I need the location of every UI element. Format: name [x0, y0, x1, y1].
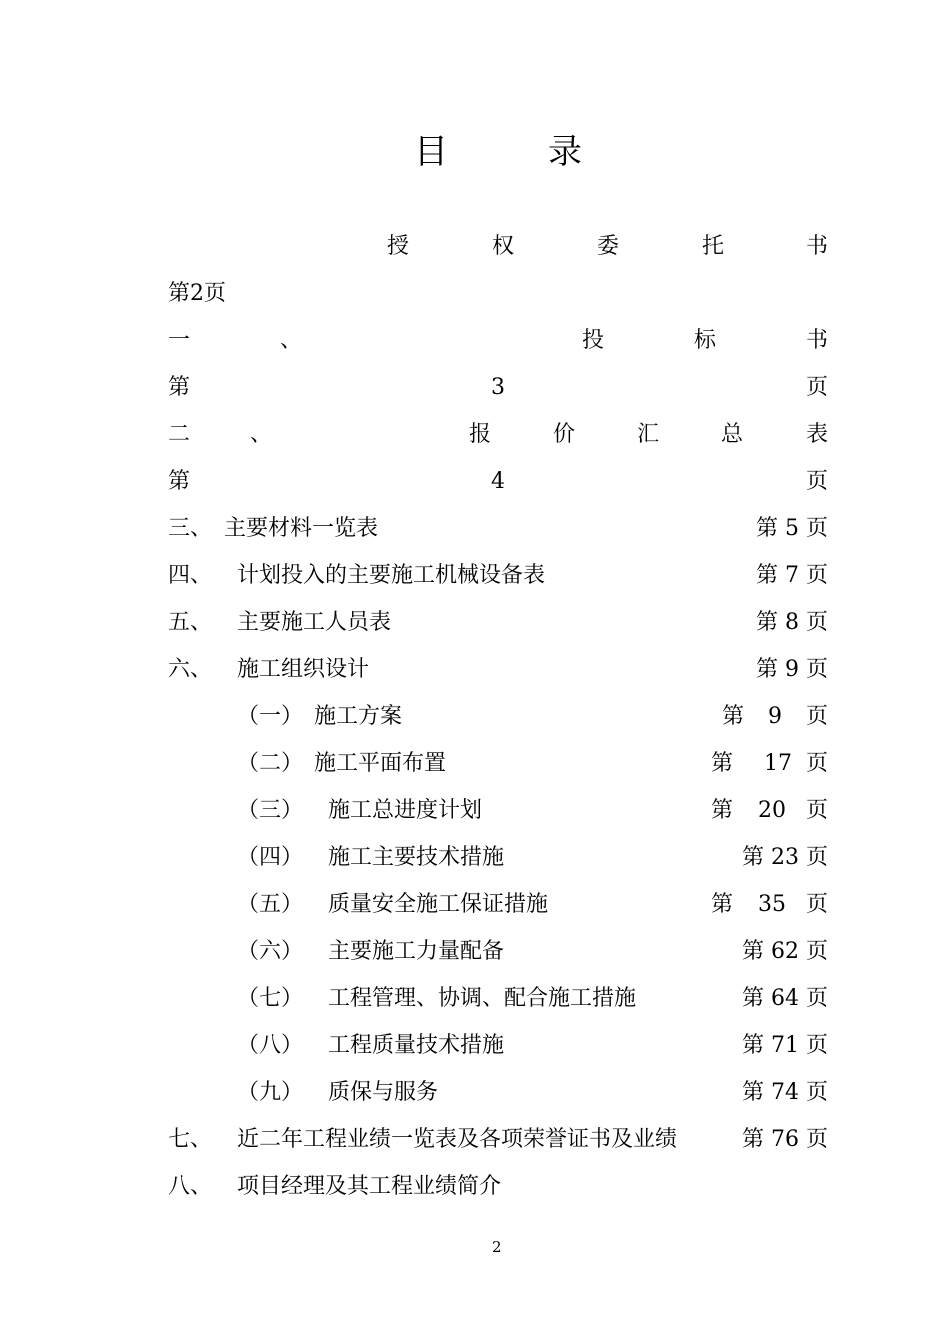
toc-sub2-number: （二） [237, 751, 304, 776]
toc-sub1-page-suffix: 页 [806, 704, 829, 729]
toc-authorization-char: 书 [806, 234, 829, 259]
toc-sub4-number: （四） [237, 845, 304, 870]
toc-item2-char: 汇 [637, 422, 660, 447]
toc-item8-number: 八、 [168, 1174, 213, 1199]
toc-sub6-page: 第 62 页 [742, 939, 828, 964]
toc-sub1-number: （一） [237, 704, 304, 729]
toc-authorization-char: 授 [387, 234, 410, 259]
toc-sub3-page-suffix: 页 [806, 798, 829, 823]
toc-item1-number: 一 [168, 328, 191, 353]
toc-sub2-page-suffix: 页 [806, 751, 829, 776]
toc-sub3-page-prefix: 第 [711, 798, 734, 823]
toc-item1-page-number: 3 [491, 375, 505, 400]
toc-item2-separator: 、 [250, 422, 273, 447]
toc-sub9-page: 第 74 页 [742, 1080, 828, 1105]
toc-sub5-page-prefix: 第 [711, 892, 734, 917]
toc-item5-text: 主要施工人员表 [237, 610, 392, 635]
toc-item2-char: 总 [721, 422, 744, 447]
toc-sub2-page-prefix: 第 [711, 751, 734, 776]
toc-item4-page: 第 7 页 [756, 563, 828, 588]
toc-item2-page-suffix: 页 [806, 469, 829, 494]
toc-item7-text: 近二年工程业绩一览表及各项荣誉证书及业绩 [237, 1127, 678, 1152]
toc-item6-number: 六、 [168, 657, 213, 682]
toc-sub5-page-suffix: 页 [806, 892, 829, 917]
toc-item1-char: 书 [806, 328, 829, 353]
toc-item3-number: 三、 [168, 516, 213, 541]
footer-page-number: 2 [492, 1238, 502, 1256]
toc-sub8-text: 工程质量技术措施 [328, 1033, 505, 1058]
toc-sub7-text: 工程管理、协调、配合施工措施 [328, 986, 637, 1011]
toc-sub5-text: 质量安全施工保证措施 [328, 892, 549, 917]
toc-item7-number: 七、 [168, 1127, 213, 1152]
toc-item2-char: 价 [553, 422, 576, 447]
toc-item7-page: 第 76 页 [742, 1127, 828, 1152]
toc-item2-page-prefix: 第 [168, 469, 191, 494]
toc-item4-text: 计划投入的主要施工机械设备表 [237, 563, 546, 588]
toc-sub8-number: （八） [237, 1033, 304, 1058]
toc-sub3-page-number: 20 [758, 798, 786, 823]
toc-authorization-page: 第2页 [168, 281, 226, 306]
toc-item2-char: 表 [806, 422, 829, 447]
toc-item2-char: 报 [469, 422, 492, 447]
toc-sub9-text: 质保与服务 [328, 1080, 439, 1105]
toc-sub3-text: 施工总进度计划 [328, 798, 483, 823]
toc-sub1-text: 施工方案 [314, 704, 403, 729]
toc-sub7-page: 第 64 页 [742, 986, 828, 1011]
toc-sub6-text: 主要施工力量配备 [328, 939, 505, 964]
toc-sub5-page-number: 35 [758, 892, 786, 917]
toc-item3-page: 第 5 页 [756, 516, 828, 541]
toc-item5-page: 第 8 页 [756, 610, 828, 635]
toc-sub2-text: 施工平面布置 [314, 751, 447, 776]
toc-item1-page-suffix: 页 [806, 375, 829, 400]
toc-sub4-text: 施工主要技术措施 [328, 845, 505, 870]
toc-sub6-number: （六） [237, 939, 304, 964]
toc-sub4-page: 第 23 页 [742, 845, 828, 870]
toc-sub1-page-prefix: 第 [722, 704, 745, 729]
toc-sub5-number: （五） [237, 892, 304, 917]
toc-item3-text: 主要材料一览表 [224, 516, 379, 541]
toc-sub7-number: （七） [237, 986, 304, 1011]
toc-item8-text: 项目经理及其工程业绩简介 [237, 1174, 502, 1199]
toc-item2-page-number: 4 [491, 469, 505, 494]
toc-authorization-char: 委 [597, 234, 620, 259]
title-char-right: 录 [548, 132, 582, 172]
toc-authorization-char: 托 [702, 234, 725, 259]
toc-item4-number: 四、 [168, 563, 213, 588]
toc-item5-number: 五、 [168, 610, 213, 635]
toc-item6-text: 施工组织设计 [237, 657, 370, 682]
toc-item1-page-prefix: 第 [168, 375, 191, 400]
toc-item1-char: 标 [694, 328, 717, 353]
title-char-left: 目 [414, 132, 448, 172]
toc-item6-page: 第 9 页 [756, 657, 828, 682]
toc-item1-char: 投 [582, 328, 605, 353]
toc-sub8-page: 第 71 页 [742, 1033, 828, 1058]
toc-item2-number: 二 [168, 422, 191, 447]
toc-item1-separator: 、 [280, 328, 303, 353]
toc-authorization-char: 权 [492, 234, 515, 259]
toc-sub2-page-number: 17 [764, 751, 792, 776]
toc-sub9-number: （九） [237, 1080, 304, 1105]
toc-sub3-number: （三） [237, 798, 304, 823]
toc-sub1-page-number: 9 [768, 704, 782, 729]
